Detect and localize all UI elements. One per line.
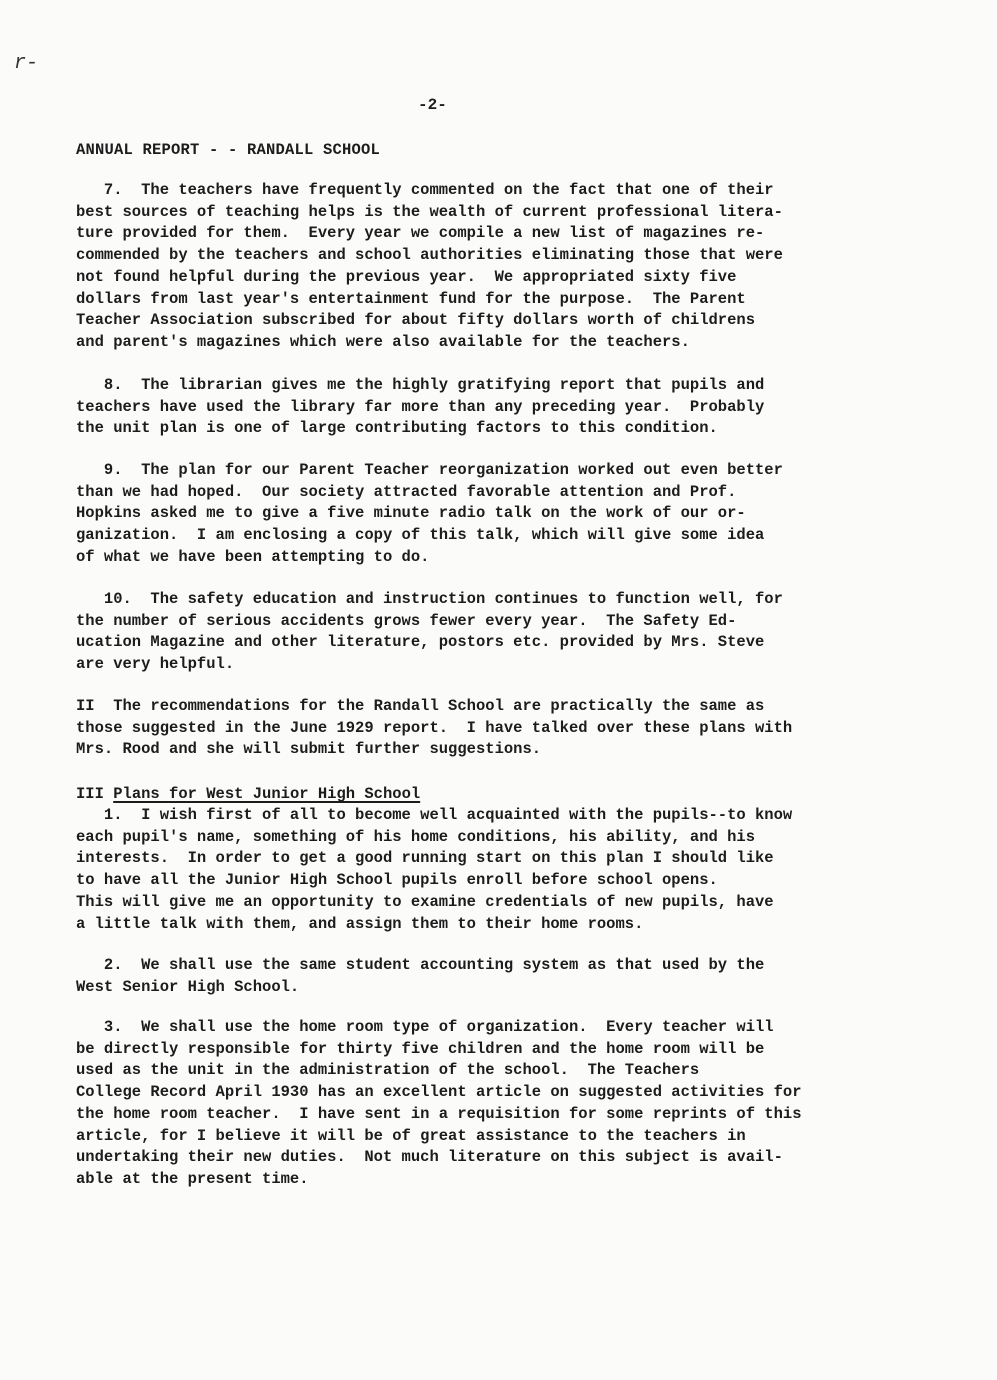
text-line: dollars from last year's entertainment fund for the purpose. The Parent	[76, 289, 746, 308]
text-line: Mrs. Rood and she will submit further suggestions.	[76, 740, 542, 759]
text-line: West Senior High School.	[76, 977, 300, 996]
text-line: be directly responsible for thirty five children and the home room will be	[76, 1039, 765, 1058]
text-line: able at the present time.	[76, 1169, 309, 1188]
text-line: best sources of teaching helps is the wealth of current professional litera-	[76, 202, 783, 221]
text-line: commended by the teachers and school authorities eliminating those that were	[76, 246, 783, 265]
section-iii-item-3	[76, 1017, 936, 1191]
corner-mark: r-	[14, 52, 39, 75]
text-line: the unit plan is one of large contributing factors to this condition.	[76, 419, 718, 438]
paragraph-8	[76, 375, 936, 440]
text-line: the home room teacher. I have sent in a requisition for some reprints of this	[76, 1104, 802, 1123]
text-line: 1. I wish first of all to become well acquainted with the pupils--to know	[76, 806, 793, 824]
text-line: each pupil's name, something of his home conditions, his ability, and his	[76, 827, 756, 846]
text-line: College Record April 1930 has an excellent article on suggested activities for	[76, 1083, 802, 1102]
text-line: to have all the Junior High School pupils enroll before school opens.	[76, 871, 718, 890]
text-line: 7. The teachers have frequently commented on the fact that one of their	[76, 181, 774, 199]
paragraph-10	[76, 589, 936, 676]
text-line: 9. The plan for our Parent Teacher reorganization worked out even better	[76, 461, 783, 479]
section-iii-item-1	[76, 805, 936, 935]
text-line: Teacher Association subscribed for about fifty dollars worth of childrens	[76, 311, 756, 330]
section-ii	[76, 696, 936, 761]
text-line: teachers have used the library far more than any preceding year. Probably	[76, 397, 765, 416]
text-line: those suggested in the June 1929 report. I have talked over these plans with	[76, 718, 793, 737]
report-header: ANNUAL REPORT - - RANDALL SCHOOL	[76, 141, 381, 159]
text-line: than we had hoped. Our society attracted favorable attention and Prof.	[76, 482, 737, 501]
text-line: 3. We shall use the home room type of organization. Every teacher will	[76, 1018, 774, 1036]
text-line: ture provided for them. Every year we compile a new list of magazines re-	[76, 224, 765, 243]
text-line: This will give me an opportunity to examine credentials of new pupils, have	[76, 892, 774, 911]
text-line: article, for I believe it will be of great assistance to the teachers in	[76, 1126, 746, 1145]
section-iii-numeral: III	[76, 785, 114, 803]
section-iii-title: Plans for West Junior High School	[113, 785, 421, 803]
text-line: undertaking their new duties. Not much literature on this subject is avail-	[76, 1148, 783, 1167]
text-line: used as the unit in the administration of the school. The Teachers	[76, 1061, 700, 1080]
text-line: interests. In order to get a good running start on this plan I should like	[76, 849, 774, 868]
text-line: the number of serious accidents grows fewer every year. The Safety Ed-	[76, 611, 737, 630]
text-line: 8. The librarian gives me the highly gratifying report that pupils and	[76, 376, 765, 394]
text-line: 10. The safety education and instruction continues to function well, for	[76, 590, 783, 608]
text-line: are very helpful.	[76, 655, 235, 674]
text-line: a little talk with them, and assign them to their home rooms.	[76, 914, 644, 933]
text-line: 2. We shall use the same student accounting system as that used by the	[76, 956, 765, 974]
text-line: ucation Magazine and other literature, postors etc. provided by Mrs. Steve	[76, 633, 765, 652]
section-iii-heading	[76, 785, 420, 803]
paragraph-7	[76, 180, 936, 354]
text-line: Hopkins asked me to give a five minute radio talk on the work of our or-	[76, 504, 746, 523]
text-line: ganization. I am enclosing a copy of this talk, which will give some idea	[76, 526, 765, 545]
paragraph-9	[76, 460, 936, 569]
text-line: of what we have been attempting to do.	[76, 547, 430, 566]
section-iii-item-2	[76, 955, 936, 998]
text-line: II The recommendations for the Randall School are practically the same as	[76, 697, 765, 715]
page-number: -2-	[418, 96, 447, 114]
text-line: and parent's magazines which were also available for the teachers.	[76, 332, 690, 351]
text-line: not found helpful during the previous year. We appropriated sixty five	[76, 267, 737, 286]
